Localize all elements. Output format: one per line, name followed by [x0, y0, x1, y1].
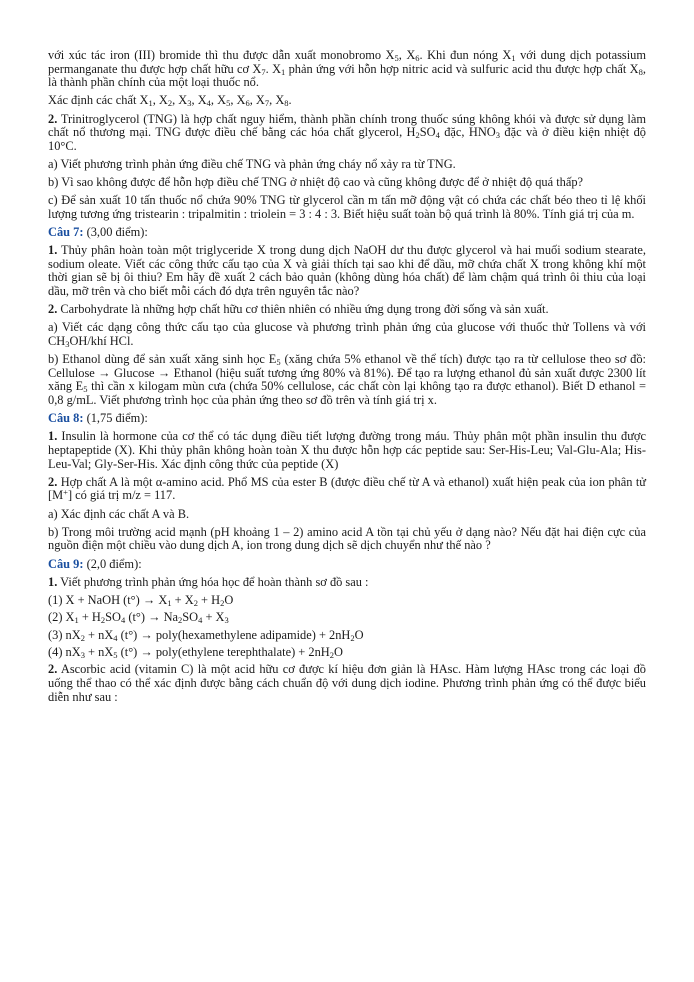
question-label: Câu 7: [48, 225, 84, 240]
paragraph-text: (1) X + NaOH $(t^\circ) \to X_1 + X_2 + H_2O$ [48, 592, 234, 608]
question-points: (2,0 điểm): [86, 556, 142, 571]
paragraph-text: với xúc tác iron (III) bromide thì thu được dẫn xuất monobromo $X_5$, $X_6$. Khi đun nóng $X_1$ với dung dịch potassium permanganate thu được hợp chất hữu cơ $X_7$. $X_1$ phản ứng với hỗn hợp nitric acid và sulfuric acid thu được hợp chất $X_8$, là thành phần chính của một loại thuốc nổ. [48, 48, 646, 90]
question-heading [48, 226, 646, 240]
paragraph-text: Viết phương trình phản ứng hóa học để hoàn thành sơ đồ sau : [60, 574, 369, 589]
document-paragraph [48, 508, 646, 522]
document-paragraph [48, 353, 646, 407]
item-number: 2. [48, 111, 58, 126]
paragraph-text: Insulin là hormone của cơ thể có tác dụng điều tiết lượng đường trong máu. Thủy phân một phần insulin thu được heptapeptide (X). Khi thủy phân không hoàn toàn X thu được hỗn hợp các peptide sau: Ser-His-Leu; Val-Glu-Ala; His-Leu-Val; Gly-Ser-His. Xác định công thức của peptide (X) [48, 429, 646, 471]
paragraph-text: (4) $nX_3 + nX_5$ (t°) → poly(ethylene terephthalate) + $2nH_2O$ [48, 645, 343, 661]
document-paragraph [48, 430, 646, 471]
paragraph-text: a) Viết các dạng công thức cấu tạo của glucose và phương trình phản ứng của glucose với thuốc thử Tollens và với $CH_3OH$/khí HCl. [48, 320, 646, 350]
item-number: 1. [48, 429, 58, 444]
document-paragraph [48, 576, 646, 590]
item-number: 1. [48, 243, 58, 258]
paragraph-text: c) Để sản xuất 10 tấn thuốc nổ chứa 90% TNG từ glycerol cần m tấn mỡ động vật có chứa các chất béo theo tỉ lệ khối lượng tương ứng tristearin : tripalmitin : triolein = 3 : 4 : 3. Biết hiệu suất toàn bộ quá trình là 80%. Tính giá trị của m. [48, 193, 646, 221]
item-number: 2. [48, 662, 58, 677]
document-paragraph [48, 113, 646, 154]
question-heading [48, 558, 646, 572]
paragraph-text: b) Vì sao không được để hỗn hợp điều chế TNG ở nhiệt độ cao và cũng không được để ở nhiệt độ quá thấp? [48, 175, 584, 190]
paragraph-text: a) Xác định các chất A và B. [48, 506, 190, 521]
reaction-equation [48, 594, 646, 608]
paragraph-text: (2) $X_1 + H_2SO_4$ $(t^\circ) \to Na_2SO_4 + X_3$ [48, 610, 229, 626]
paragraph-text: b) Trong môi trường acid mạnh (pH khoảng 1 – 2) amino acid A tồn tại chủ yếu ở dạng nào? Nếu đặt hai điện cực của nguồn điện một chiều vào dung dịch A, ion trong dung dịch sẽ dịch chuyển như thế nào ? [48, 524, 646, 553]
document-paragraph [48, 194, 646, 221]
document-paragraph [48, 303, 646, 317]
paragraph-text: Carbohydrate là những hợp chất hữu cơ thiên nhiên có nhiều ứng dụng trong đời sống và sản xuất. [60, 302, 549, 317]
document-paragraph [48, 94, 646, 108]
document-paragraph [48, 158, 646, 172]
document-paragraph [48, 476, 646, 503]
document-page [48, 49, 646, 709]
question-points: (1,75 điểm): [86, 411, 148, 426]
document-paragraph [48, 663, 646, 704]
document-paragraph [48, 176, 646, 190]
reaction-equation [48, 629, 646, 643]
item-number: 2. [48, 474, 58, 489]
paragraph-text: (3) $nX_2 + nX_4$ (t°) → poly(hexamethylene adipamide) + $2nH_2O$ [48, 627, 364, 643]
document-paragraph [48, 321, 646, 348]
paragraph-text: b) Ethanol dùng để sản xuất xăng sinh học $E_5$ (xăng chứa 5% ethanol về thể tích) được tạo ra từ cellulose theo sơ đồ: Cellulose → Glucose → Ethanol (hiệu suất tương ứng 80% và 81%). Để tạo ra lượng ethanol đủ sản xuất được 2300 lít xăng $E_5$ thì cần x kilogam mùn cưa (chứa 50% cellulose, các chất còn lại không tạo ra được ethanol). Biết D ethanol = 0,8 g/mL. Viết phương trình học của phản ứng theo sơ đồ trên và tính giá trị x. [48, 352, 647, 407]
paragraph-text: Hợp chất A là một α-amino acid. Phổ MS của ester B (được điều chế từ A và ethanol) xuất hiện peak của ion phân tử [M+] có giá trị m/z = 117. [48, 474, 646, 503]
paragraph-text: Trinitroglycerol (TNG) là hợp chất nguy hiểm, thành phần chính trong thuốc súng không khói và được sử dụng làm chất nổ thương mại. TNG được điều chế bằng các hóa chất glycerol, $H_2SO_4$ đặc, $HNO_3$ đặc và ở điều kiện nhiệt độ 10°C. [48, 111, 647, 153]
paragraph-text: Xác định các chất $X_1$, $X_2$, $X_3$, $X_4$, $X_5$, $X_6$, $X_7$, $X_8$. [48, 93, 292, 109]
question-label: Câu 9: [48, 556, 84, 571]
question-heading [48, 412, 646, 426]
reaction-equation [48, 611, 646, 625]
paragraph-text: Thủy phân hoàn toàn một triglyceride X trong dung dịch NaOH dư thu được glycerol và hai muối sodium stearate, sodium oleate. Viết các công thức cấu tạo của X và giải thích tại sao khi để dầu, mỡ chứa chất X trong không khí một thời gian sẽ bị ôi thiu? Em hãy đề xuất 2 cách bảo quản (không dùng hóa chất) để làm chậm quá trình ôi thiu của loại dầu, mỡ trên và cho biết mỗi cách đó dựa trên nguyên tắc nào? [48, 243, 647, 299]
item-number: 2. [48, 302, 58, 317]
paragraph-text: Ascorbic acid (vitamin C) là một acid hữu cơ được kí hiệu đơn giản là HAsc. Hàm lượng HAsc trong các loại đồ uống thể thao có thể xác định được bằng cách chuẩn độ với dung dịch iodine. Phương trình phản ứng có thể được biểu diễn như sau : [48, 662, 646, 704]
document-paragraph [48, 526, 646, 553]
document-paragraph [48, 49, 646, 90]
question-points: (3,00 điểm): [86, 225, 148, 240]
reaction-equation [48, 646, 646, 660]
document-paragraph [48, 244, 646, 298]
paragraph-text: a) Viết phương trình phản ứng điều chế TNG và phản ứng cháy nổ xảy ra từ TNG. [48, 156, 456, 171]
item-number: 1. [48, 574, 58, 589]
question-label: Câu 8: [48, 411, 84, 426]
